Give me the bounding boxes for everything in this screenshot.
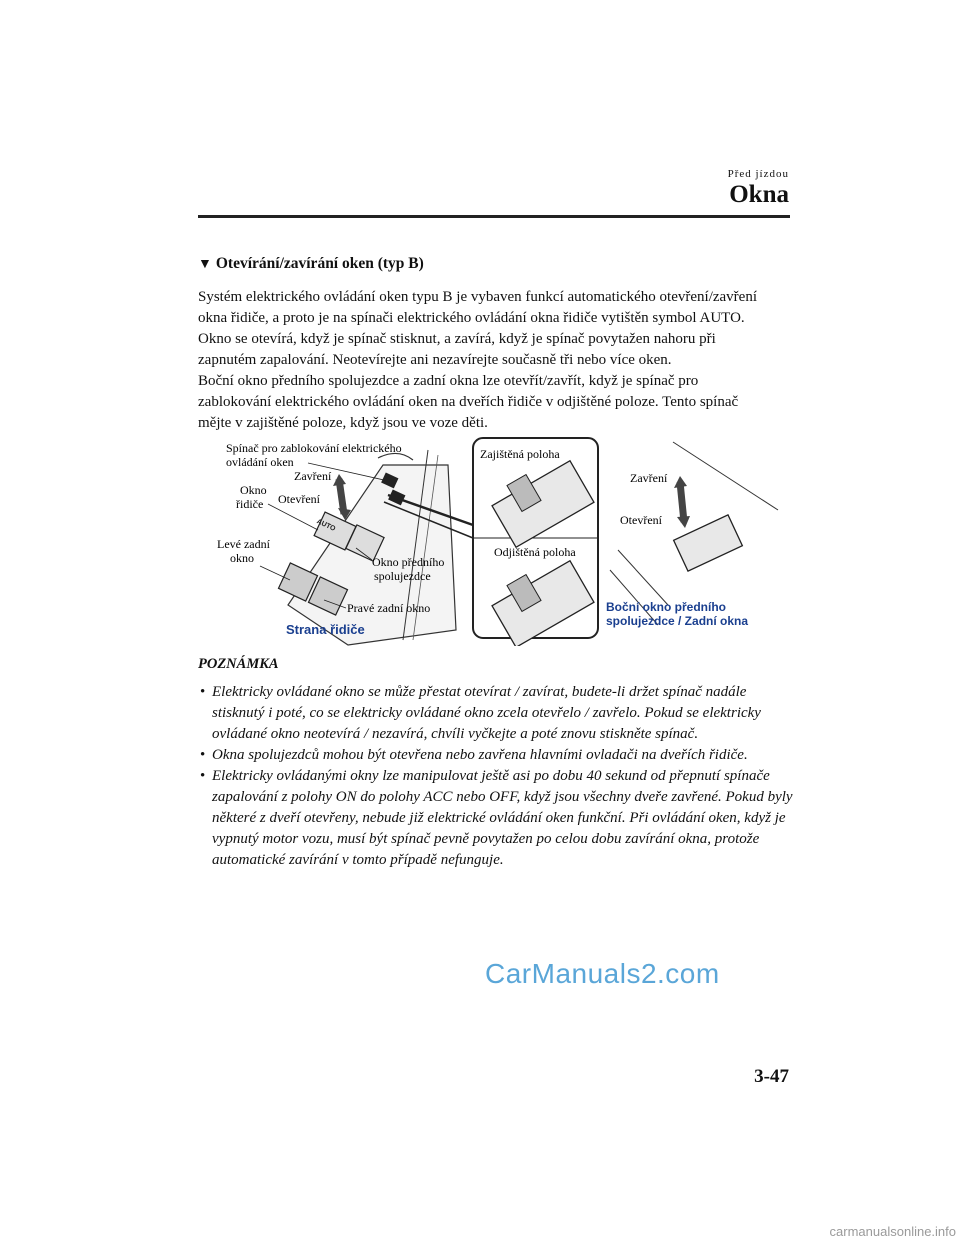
body-line: Boční okno předního spolujezdce a zadní okna lze otevřít/zavřít, když je spínač pro: [198, 373, 699, 389]
illustration-svg: [198, 430, 790, 646]
body-line: zablokování elektrického ovládání oken na dveřích řidiče v odjištěné poloze. Tento spínač: [198, 394, 739, 410]
bullet-icon: •: [200, 747, 206, 763]
body-line: okna řidiče, a proto je na spínači elektrického ovládání okna řidiče vytištěn symbol AUTO.: [198, 310, 745, 326]
open-label-right: Otevření: [620, 513, 662, 527]
passenger-side-caption: Boční okno předního: [606, 600, 726, 614]
driver-side-caption: Strana řidiče: [286, 622, 365, 637]
body-line: mějte v zajištěné poloze, když jsou ve voze děti.: [198, 415, 488, 431]
driver-window-label: Okno: [240, 483, 267, 497]
auto-label: AUTO: [315, 518, 337, 533]
driver-window-label-2: řidiče: [236, 497, 264, 511]
lock-switch-label-2: ovládání oken: [226, 455, 294, 469]
front-passenger-label-2: spolujezdce: [374, 569, 431, 583]
locked-position-label: Zajištěná poloha: [480, 447, 560, 461]
body-line: Systém elektrického ovládání oken typu B je vybaven funkcí automatického otevření/zavření: [198, 289, 757, 305]
header-divider: [198, 215, 790, 218]
lock-switch-label: Spínač pro zablokování elektrického: [226, 441, 402, 455]
triangle-marker-icon: ▼: [198, 257, 212, 272]
right-rear-label: Pravé zadní okno: [347, 601, 431, 615]
body-line: Okno se otevírá, když je spínač stisknut, a zavírá, když je spínač povytažen nahoru při: [198, 331, 716, 347]
body-line: zapnutém zapalování. Neotevírejte ani nezavírejte současně tři nebo více oken.: [198, 352, 672, 368]
note-text: Elektricky ovládanými okny lze manipulovat ještě asi po dobu 40 sekund od přepnutí spínače zapalování z polohy ON do polohy ACC nebo OFF, když jsou všechny dveře zavřené. Pokud byly některé z dveří otevřeny, nebude již elektrické ovládání oken funkční. Při ovládání oken, když je vypnutý motor vozu, musí být spínač pevně povytažen po celou dobu zavírání okna, protože automatické zavírání v tomto případě nefunguje.: [212, 768, 793, 868]
section-heading: [198, 255, 424, 273]
page-title: Okna: [729, 181, 789, 208]
section-name: Před jízdou: [727, 168, 789, 180]
close-label-left: Zavření: [294, 469, 332, 483]
front-passenger-label: Okno předního: [372, 555, 445, 569]
page-number: 3-47: [754, 1066, 789, 1087]
bullet-icon: •: [200, 768, 206, 784]
lock-position-box: [473, 438, 598, 646]
note-item: [198, 745, 794, 766]
watermark: CarManuals2.com: [485, 958, 720, 989]
section-heading-text: Otevírání/zavírání oken (typ B): [215, 255, 424, 272]
footer-site-link[interactable]: carmanualsonline.info: [829, 1224, 956, 1239]
unlocked-position-label: Odjištěná poloha: [494, 545, 576, 559]
bullet-icon: •: [200, 684, 206, 700]
left-rear-label-2: okno: [230, 551, 254, 565]
note-title: POZNÁMKA: [198, 656, 279, 672]
passenger-side-caption-2: spolujezdce / Zadní okna: [606, 614, 749, 628]
note-item: [198, 682, 794, 745]
passenger-switch: [610, 442, 778, 625]
body-text: [198, 287, 798, 434]
notes-list: [198, 682, 794, 871]
open-label-left: Otevření: [278, 492, 320, 506]
left-rear-label: Levé zadní: [217, 537, 270, 551]
close-label-right: Zavření: [630, 471, 668, 485]
note-text: Okna spolujezdců mohou být otevřena nebo zavřena hlavními ovladači na dveřích řidiče.: [212, 747, 748, 763]
window-switch-illustration: [198, 430, 790, 646]
note-item: [198, 766, 794, 871]
note-text: Elektricky ovládané okno se může přestat otevírat / zavírat, budete-li držet spínač nadále stisknutý i poté, co se elektricky ovládané okno zcela otevřelo / zavřelo. Pokud se elektricky ovládané okno neotevírá / nezavírá, chvíli vyčkejte a poté znovu stiskněte spínač.: [212, 684, 761, 742]
